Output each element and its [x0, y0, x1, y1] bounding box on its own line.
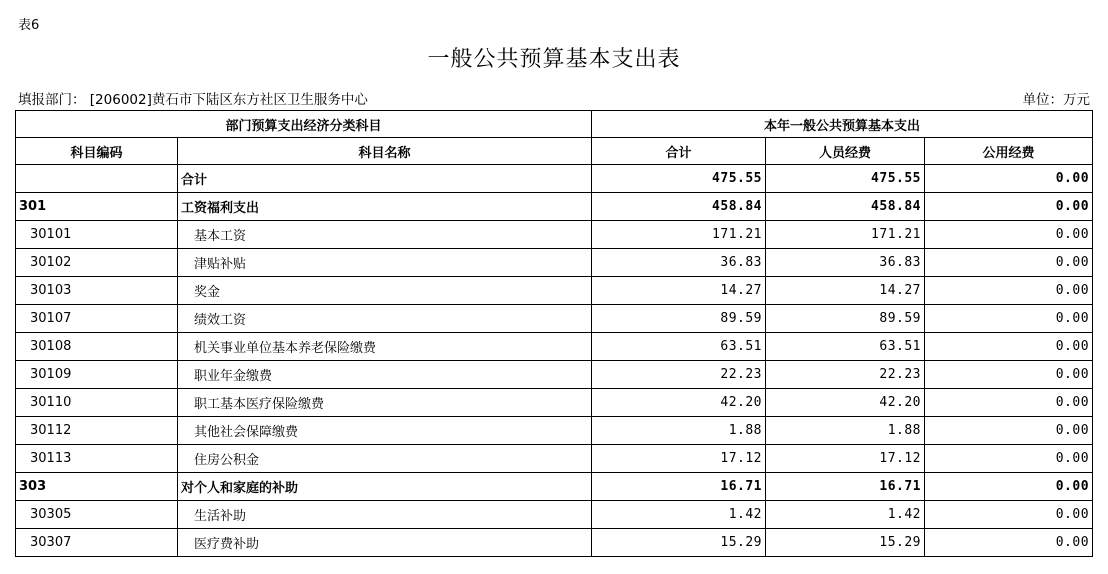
cell-code: 30107	[16, 305, 178, 333]
cell-personnel: 63.51	[766, 333, 925, 361]
cell-personnel: 171.21	[766, 221, 925, 249]
expenditure-table	[15, 110, 1093, 557]
cell-name: 津贴补贴	[178, 249, 592, 277]
cell-public: 0.00	[925, 501, 1093, 529]
cell-code: 30305	[16, 501, 178, 529]
header-group-expenditure: 本年一般公共预算基本支出	[592, 111, 1093, 138]
cell-public: 0.00	[925, 333, 1093, 361]
table-row	[16, 501, 1093, 529]
table-row	[16, 445, 1093, 473]
cell-name: 对个人和家庭的补助	[178, 473, 592, 501]
cell-public: 0.00	[925, 305, 1093, 333]
cell-public: 0.00	[925, 165, 1093, 193]
cell-code: 30101	[16, 221, 178, 249]
cell-personnel: 458.84	[766, 193, 925, 221]
cell-name: 职工基本医疗保险缴费	[178, 389, 592, 417]
cell-personnel: 1.42	[766, 501, 925, 529]
cell-name: 医疗费补助	[178, 529, 592, 557]
table-row	[16, 361, 1093, 389]
header-public: 公用经费	[925, 138, 1093, 165]
cell-public: 0.00	[925, 529, 1093, 557]
cell-public: 0.00	[925, 445, 1093, 473]
cell-name: 工资福利支出	[178, 193, 592, 221]
cell-name: 奖金	[178, 277, 592, 305]
cell-code: 30108	[16, 333, 178, 361]
cell-personnel: 22.23	[766, 361, 925, 389]
cell-personnel: 17.12	[766, 445, 925, 473]
cell-personnel: 42.20	[766, 389, 925, 417]
cell-total: 16.71	[592, 473, 766, 501]
cell-code: 30109	[16, 361, 178, 389]
cell-total: 89.59	[592, 305, 766, 333]
cell-total: 15.29	[592, 529, 766, 557]
cell-name: 机关事业单位基本养老保险缴费	[178, 333, 592, 361]
cell-code: 301	[16, 193, 178, 221]
cell-name: 基本工资	[178, 221, 592, 249]
header-code: 科目编码	[16, 138, 178, 165]
cell-total: 17.12	[592, 445, 766, 473]
header-name: 科目名称	[178, 138, 592, 165]
header-total: 合计	[592, 138, 766, 165]
table-row	[16, 333, 1093, 361]
cell-personnel: 16.71	[766, 473, 925, 501]
cell-public: 0.00	[925, 221, 1093, 249]
cell-public: 0.00	[925, 361, 1093, 389]
cell-total: 1.88	[592, 417, 766, 445]
page-title: 一般公共预算基本支出表	[427, 47, 681, 72]
cell-total: 63.51	[592, 333, 766, 361]
cell-code: 30103	[16, 277, 178, 305]
table-row	[16, 417, 1093, 445]
table-number: 表6	[18, 18, 40, 33]
table-row	[16, 305, 1093, 333]
header-personnel: 人员经费	[766, 138, 925, 165]
cell-public: 0.00	[925, 277, 1093, 305]
header-group-classification: 部门预算支出经济分类科目	[16, 111, 592, 138]
cell-name: 合计	[178, 165, 592, 193]
cell-total: 22.23	[592, 361, 766, 389]
cell-public: 0.00	[925, 389, 1093, 417]
cell-name: 职业年金缴费	[178, 361, 592, 389]
cell-total: 171.21	[592, 221, 766, 249]
table-row	[16, 277, 1093, 305]
cell-personnel: 14.27	[766, 277, 925, 305]
cell-total: 14.27	[592, 277, 766, 305]
table-row	[16, 193, 1093, 221]
cell-personnel: 1.88	[766, 417, 925, 445]
table-body	[16, 165, 1093, 557]
cell-code: 303	[16, 473, 178, 501]
cell-personnel: 475.55	[766, 165, 925, 193]
cell-code: 30113	[16, 445, 178, 473]
cell-total: 475.55	[592, 165, 766, 193]
unit-label: 单位：万元	[1022, 92, 1090, 108]
cell-personnel: 36.83	[766, 249, 925, 277]
cell-public: 0.00	[925, 417, 1093, 445]
cell-code: 30112	[16, 417, 178, 445]
cell-code: 30102	[16, 249, 178, 277]
table-row	[16, 221, 1093, 249]
cell-code: 30307	[16, 529, 178, 557]
cell-total: 458.84	[592, 193, 766, 221]
cell-code: 30110	[16, 389, 178, 417]
table-row	[16, 249, 1093, 277]
table-row	[16, 529, 1093, 557]
cell-public: 0.00	[925, 473, 1093, 501]
cell-public: 0.00	[925, 193, 1093, 221]
table-row	[16, 389, 1093, 417]
table-row	[16, 165, 1093, 193]
cell-total: 36.83	[592, 249, 766, 277]
cell-public: 0.00	[925, 249, 1093, 277]
cell-name: 住房公积金	[178, 445, 592, 473]
cell-personnel: 89.59	[766, 305, 925, 333]
cell-code	[16, 165, 178, 193]
cell-personnel: 15.29	[766, 529, 925, 557]
cell-total: 42.20	[592, 389, 766, 417]
cell-total: 1.42	[592, 501, 766, 529]
cell-name: 其他社会保障缴费	[178, 417, 592, 445]
cell-name: 绩效工资	[178, 305, 592, 333]
table-header	[16, 111, 1093, 165]
reporting-department: 填报部门： [206002]黄石市下陆区东方社区卫生服务中心	[18, 92, 368, 108]
cell-name: 生活补助	[178, 501, 592, 529]
table-row	[16, 473, 1093, 501]
